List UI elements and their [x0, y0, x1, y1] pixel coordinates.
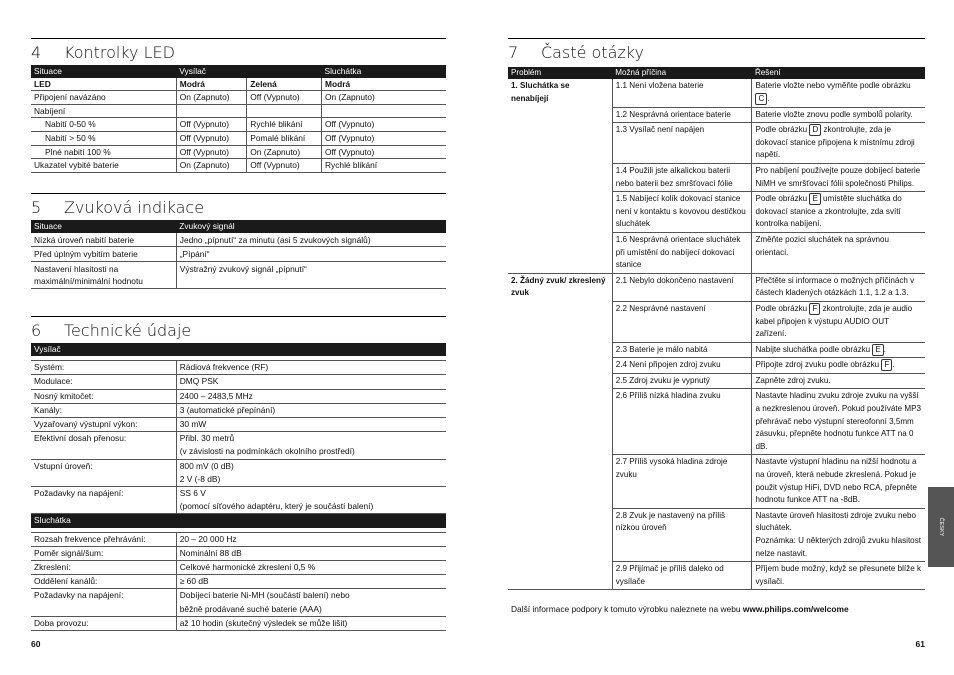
problem-cell: 1. Sluchátka se nenabíjejí: [508, 79, 612, 273]
table-cell: Off (Vypnuto): [176, 145, 247, 159]
table-cell: Požadavky na napájení:: [31, 487, 176, 514]
table-cell: Off (Vypnuto): [321, 118, 446, 132]
table-cell: Off (Vypnuto): [247, 91, 322, 105]
solution-cell: Zapněte zdroj zvuku.: [752, 373, 925, 389]
table-cell: Připojení navázáno: [31, 91, 176, 105]
cause-cell: 1.3 Vysílač není napájen: [612, 123, 752, 164]
table-cell: Nabíjení: [31, 104, 176, 118]
table-cell: Vstupní úroveň:: [31, 459, 176, 486]
solution-cell: Baterie vložte nebo vyměňte podle obrázku C .: [752, 79, 925, 107]
cause-cell: 1.4 Použili jste alkalickou baterii nebo baterii bez smršťovací fólie: [612, 163, 752, 191]
column-header: Řešení: [752, 67, 925, 79]
figure-ref: D: [809, 124, 821, 136]
table-cell: Rádiová frekvence (RF): [176, 361, 446, 375]
table-row: [31, 361, 446, 375]
subheader-cell: Zelená: [247, 78, 322, 91]
section-heading: Časté otázky: [541, 43, 644, 62]
table-row: [31, 575, 446, 589]
section-number: 5: [31, 198, 42, 217]
table-row: [31, 532, 446, 546]
table-row: [31, 561, 446, 575]
section-number: 7: [508, 43, 519, 62]
table-cell: [176, 104, 247, 118]
subheader-cell: Modrá: [321, 78, 446, 91]
table-row: [31, 459, 446, 486]
solution-cell: Příjem bude možný, když se přesunete blíže k vysílači.: [752, 562, 925, 590]
table-row: [31, 159, 446, 173]
table-cell: „Pípání“: [176, 247, 446, 262]
cause-cell: 2.9 Přijímač je příliš daleko od vysílače: [612, 562, 752, 590]
column-header: [247, 65, 322, 78]
section-label: Sluchátka: [31, 514, 446, 528]
cause-cell: 2.6 Příliš nízká hladina zvuku: [612, 389, 752, 455]
section-number: 6: [31, 321, 42, 340]
cause-cell: 1.1 Není vložena baterie: [612, 79, 752, 107]
table-cell: Doba provozu:: [31, 616, 176, 630]
figure-ref: F: [809, 303, 820, 315]
column-header: Problém: [508, 67, 612, 79]
table-cell: Off (Vypnuto): [176, 118, 247, 132]
section-label: Vysílač: [31, 343, 446, 356]
table-cell: Rozsah frekvence přehrávání:: [31, 532, 176, 546]
solution-cell: Připojte zdroj zvuku podle obrázku F .: [752, 358, 925, 374]
table-cell: Nízká úroveň nabití baterie: [31, 233, 176, 247]
support-link[interactable]: www.philips.com/welcome: [742, 604, 849, 614]
table-header: [31, 65, 446, 78]
table-cell: Vyzařovaný výstupní výkon:: [31, 418, 176, 432]
faq-row: [508, 273, 925, 301]
table-row: [31, 145, 446, 159]
table-cell: 3 (automatické přepínání): [176, 403, 446, 417]
table-cell: Nosný kmitočet:: [31, 389, 176, 403]
cause-cell: 1.2 Nesprávná orientace baterie: [612, 107, 752, 123]
table-cell: ≥ 60 dB: [176, 575, 446, 589]
figure-ref: C: [755, 93, 767, 105]
table-row: [31, 104, 446, 118]
table-cell: 800 mV (0 dB) 2 V (-8 dB): [176, 459, 446, 486]
table-cell: Efektivní dosah přenosu:: [31, 432, 176, 459]
support-text: Další informace podpory k tomuto výrobku naleznete na webu: [511, 604, 743, 614]
section-header: [31, 514, 446, 528]
figure-ref: F: [881, 359, 892, 371]
column-header: Sluchátka: [321, 65, 446, 78]
table-cell: Off (Vypnuto): [321, 145, 446, 159]
solution-cell: Nastavte hladinu zvuku zdroje zvuku na vyšší a nezkreslenou úroveň. Pokud používáte MP3 přehrávač nebo výstupní stereofonní 3,5mm zásuvku, přepněte hodnotu funkce ATT na 0 dB.: [752, 389, 925, 455]
cause-cell: 2.2 Nesprávné nastavení: [612, 301, 752, 342]
cause-cell: 2.3 Baterie je málo nabitá: [612, 342, 752, 358]
section-tech-title: [31, 316, 446, 343]
solution-cell: Baterie vložte znovu podle symbolů polarity.: [752, 107, 925, 123]
section-heading: Technické údaje: [64, 321, 192, 340]
table-row: [31, 487, 446, 514]
table-cell: Nabití > 50 %: [31, 131, 176, 145]
solution-cell: Podle obrázku E umístěte sluchátka do dokovací stanice a zkontrolujte, zda svítí kontrolka nabíjení.: [752, 192, 925, 233]
table-cell: Plné nabití 100 %: [31, 145, 176, 159]
table-cell: Dobíjecí baterie Ni-MH (součástí balení) nebo běžně prodávané suché baterie (AAA): [176, 589, 446, 616]
table-cell: Požadavky na napájení:: [31, 589, 176, 616]
solution-cell: Pro nabíjení používejte pouze dobíjecí baterie NiMH ve smršťovací fólii společnosti Philips.: [752, 163, 925, 191]
table-cell: až 10 hodin (skutečný výsledek se může lišit): [176, 616, 446, 630]
table-cell: Přibl. 30 metrů (v závislosti na podmínkách okolního prostředí): [176, 432, 446, 459]
table-row: [31, 118, 446, 132]
table-cell: On (Zapnuto): [247, 145, 322, 159]
faq-row: [508, 79, 925, 107]
table-header: [508, 67, 925, 79]
table-row: [31, 91, 446, 105]
right-page: [508, 0, 925, 675]
table-row: [31, 375, 446, 389]
subheader-cell: LED: [31, 78, 176, 91]
table-cell: Off (Vypnuto): [176, 131, 247, 145]
solution-cell: Nastavte úroveň hlasitosti zdroje zvuku nebo sluchátek. Poznámka: U některých zdrojů zvuku hlasitost nelze nastavit.: [752, 508, 925, 561]
table-row: [31, 389, 446, 403]
table-row: [31, 233, 446, 247]
table-cell: Poměr signál/šum:: [31, 546, 176, 560]
table-cell: 20 – 20 000 Hz: [176, 532, 446, 546]
table-cell: Celkové harmonické zkreslení 0,5 %: [176, 561, 446, 575]
table-cell: 30 mW: [176, 418, 446, 432]
column-header: Zvukový signál: [176, 220, 446, 233]
solution-cell: Nabijte sluchátka podle obrázku E .: [752, 342, 925, 358]
table-row: [31, 261, 446, 288]
problem-cell: 2. Žádný zvuk/ zkreslený zvuk: [508, 273, 612, 590]
table-cell: Před úplným vybitím baterie: [31, 247, 176, 262]
column-header: Možná příčina: [612, 67, 752, 79]
sound-table: [31, 220, 446, 289]
support-note: [511, 604, 849, 614]
solution-cell: Podle obrázku F zkontrolujte, zda je audio kabel připojen k výstupu AUDIO OUT zařízení.: [752, 301, 925, 342]
table-cell: Kanály:: [31, 403, 176, 417]
table-cell: Off (Vypnuto): [321, 131, 446, 145]
section-heading: Kontrolky LED: [64, 43, 175, 62]
table-cell: Zkreslení:: [31, 561, 176, 575]
language-tab-label: ČESKY: [938, 517, 944, 537]
table-cell: Off (Vypnuto): [247, 159, 322, 173]
table-cell: Výstražný zvukový signál „pípnutí“: [176, 261, 446, 288]
table-row: [31, 403, 446, 417]
table-cell: Nastavení hlasitosti na maximální/minimální hodnotu: [31, 261, 176, 288]
table-cell: On (Zapnuto): [176, 159, 247, 173]
cause-cell: 2.1 Nebylo dokončeno nastavení: [612, 273, 752, 301]
table-row: [31, 131, 446, 145]
table-cell: Jedno „pípnutí“ za minutu (asi 5 zvukových signálů): [176, 233, 446, 247]
page-number: 60: [31, 639, 41, 649]
table-row: [31, 616, 446, 630]
column-header: Situace: [31, 220, 176, 233]
table-cell: SS 6 V (pomocí síťového adaptéru, který je součástí balení): [176, 487, 446, 514]
column-header: Situace: [31, 65, 176, 78]
cause-cell: 1.6 Nesprávná orientace sluchátek při umístění do nabíjecí dokovací stanice: [612, 232, 752, 273]
solution-cell: Nastavte výstupní hladinu na nižší hodnotu a na úroveň, která nebude zkreslená. Pokud je použit výstup HiFi, DVD nebo RCA, přepněte hodnotu funkce ATT na -8dB.: [752, 455, 925, 508]
table-row: [31, 418, 446, 432]
table-cell: Nabití 0-50 %: [31, 118, 176, 132]
solution-cell: Podle obrázku D zkontrolujte, zda je dokovací stanice připojena k místnímu zdroji napětí.: [752, 123, 925, 164]
table-cell: [321, 104, 446, 118]
table-row: [31, 546, 446, 560]
table-row: [31, 589, 446, 616]
left-page: [31, 0, 446, 675]
section-sound-title: [31, 193, 446, 220]
cause-cell: 2.8 Zvuk je nastavený na příliš nízkou úroveň: [612, 508, 752, 561]
cause-cell: 1.5 Nabíjecí kolík dokovací stanice není v kontaktu s kovovou destičkou sluchátek: [612, 192, 752, 233]
language-tab: [928, 487, 954, 567]
faq-table: [508, 67, 925, 590]
tech-table: [31, 343, 446, 631]
figure-ref: E: [872, 344, 883, 356]
table-cell: 2400 – 2483,5 MHz: [176, 389, 446, 403]
table-cell: Systém:: [31, 361, 176, 375]
solution-cell: Změňte pozici sluchátek na správnou orientaci.: [752, 232, 925, 273]
table-cell: Rychlé blikání: [247, 118, 322, 132]
table-header: [31, 220, 446, 233]
led-table: [31, 65, 446, 173]
table-cell: DMQ PSK: [176, 375, 446, 389]
table-cell: Pomalé blikání: [247, 131, 322, 145]
table-cell: [247, 104, 322, 118]
figure-ref: E: [809, 193, 820, 205]
table-cell: Oddělení kanálů:: [31, 575, 176, 589]
table-cell: Ukazatel vybité baterie: [31, 159, 176, 173]
cause-cell: 2.7 Příliš vysoká hladina zdroje zvuku: [612, 455, 752, 508]
section-header: [31, 343, 446, 356]
table-cell: Nominální 88 dB: [176, 546, 446, 560]
section-faq-title: [508, 38, 925, 65]
table-cell: Modulace:: [31, 375, 176, 389]
subheader-cell: Modrá: [176, 78, 247, 91]
table-subheader: [31, 78, 446, 91]
table-row: [31, 432, 446, 459]
page-number: 61: [915, 639, 925, 649]
table-cell: On (Zapnuto): [321, 91, 446, 105]
table-cell: Rychlé blikání: [321, 159, 446, 173]
table-row: [31, 247, 446, 262]
table-cell: On (Zapnuto): [176, 91, 247, 105]
column-header: Vysílač: [176, 65, 247, 78]
section-led-title: [31, 38, 446, 65]
cause-cell: 2.4 Není připojen zdroj zvuku: [612, 358, 752, 374]
section-heading: Zvuková indikace: [64, 198, 205, 217]
cause-cell: 2.5 Zdroj zvuku je vypnutý: [612, 373, 752, 389]
section-number: 4: [31, 43, 42, 62]
solution-cell: Přečtěte si informace o možných příčinách v částech kladených otázkách 1.1, 1.2 a 1.3.: [752, 273, 925, 301]
